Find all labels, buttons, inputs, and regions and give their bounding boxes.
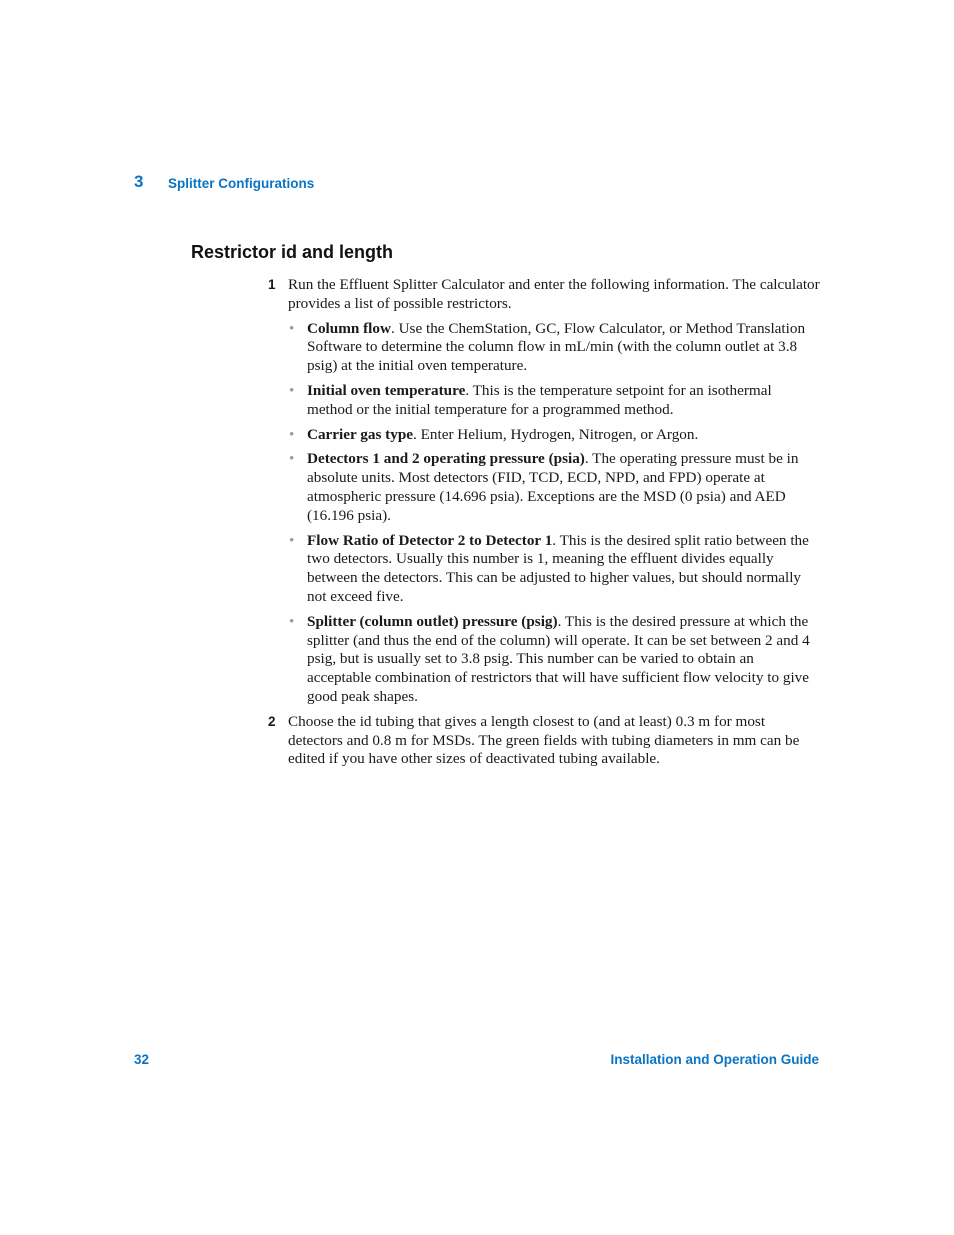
bullet-icon: • — [289, 612, 295, 630]
section-title: Restrictor id and length — [191, 242, 394, 262]
bullet-text: . Use the ChemStation, GC, Flow Calculator, or Method Translation Software to determine the column flow in mL/min (with the column outlet at 3.8 psig) at the initial oven temperature. — [307, 319, 806, 375]
bullet-term: Carrier gas type — [307, 425, 414, 443]
bullet-text: . Enter Helium, Hydrogen, Nitrogen, or Argon. — [413, 425, 699, 443]
list-item — [289, 531, 820, 607]
bullet-text: . This is the desired split ratio between the two detectors. Usually this number is 1, meaning the effluent divides equally between the detectors. This can be adjusted to higher values, but should normally not exceed five. — [307, 531, 809, 605]
step-text: Choose the id tubing that gives a length closest to (and at least) 0.3 m for most detectors and 0.8 m for MSDs. The green fields with tubing diameters in mm can be edited if you have other sizes of deactivated tubing available. — [288, 712, 800, 768]
step-2 — [268, 712, 820, 769]
bullet-text: . This is the temperature setpoint for an isothermal method or the initial temperature for a programmed method. — [307, 381, 772, 418]
list-item — [289, 319, 820, 376]
chapter-number: 3 — [134, 172, 144, 191]
guide-title: Installation and Operation Guide — [610, 1052, 819, 1067]
bullet-term: Flow Ratio of Detector 2 to Detector 1 — [307, 531, 553, 549]
bullet-text: . This is the desired pressure at which the splitter (and thus the end of the column) will operate. It can be set between 2 and 4 psig, but is usually set to 3.8 psig. This number can be varied to obtain an acceptable combination of restrictors that will have sufficient flow velocity to give good peak shapes. — [307, 612, 810, 705]
bullet-term: Splitter (column outlet) pressure (psig) — [307, 612, 558, 630]
step-text: Run the Effluent Splitter Calculator and enter the following information. The calculator provides a list of possible restrictors. — [288, 276, 820, 312]
step-number: 1 — [268, 277, 276, 292]
page-number: 32 — [134, 1052, 150, 1067]
bullet-term: Detectors 1 and 2 operating pressure (psia) — [307, 450, 585, 468]
bullet-list — [288, 320, 820, 707]
list-item — [289, 425, 820, 445]
bullet-term: Column flow — [307, 319, 391, 337]
list-item — [289, 612, 820, 707]
bullet-icon: • — [289, 531, 295, 549]
bullet-icon: • — [289, 425, 295, 443]
bullet-term: Initial oven temperature — [307, 381, 466, 399]
bullet-icon: • — [289, 450, 295, 468]
steps-list — [268, 276, 820, 775]
bullet-icon: • — [289, 319, 295, 337]
list-item — [289, 381, 820, 420]
chapter-title: Splitter Configurations — [168, 176, 315, 191]
step-1 — [268, 276, 820, 707]
step-number: 2 — [268, 713, 276, 729]
bullet-text: . The operating pressure must be in absolute units. Most detectors (FID, TCD, ECD, NPD, and FPD) operate at atmospheric pressure (14.696 psia). Exceptions are the MSD (0 psia) and AED (16.196 psia). — [307, 450, 799, 524]
list-item — [289, 450, 820, 525]
bullet-icon: • — [289, 381, 295, 399]
